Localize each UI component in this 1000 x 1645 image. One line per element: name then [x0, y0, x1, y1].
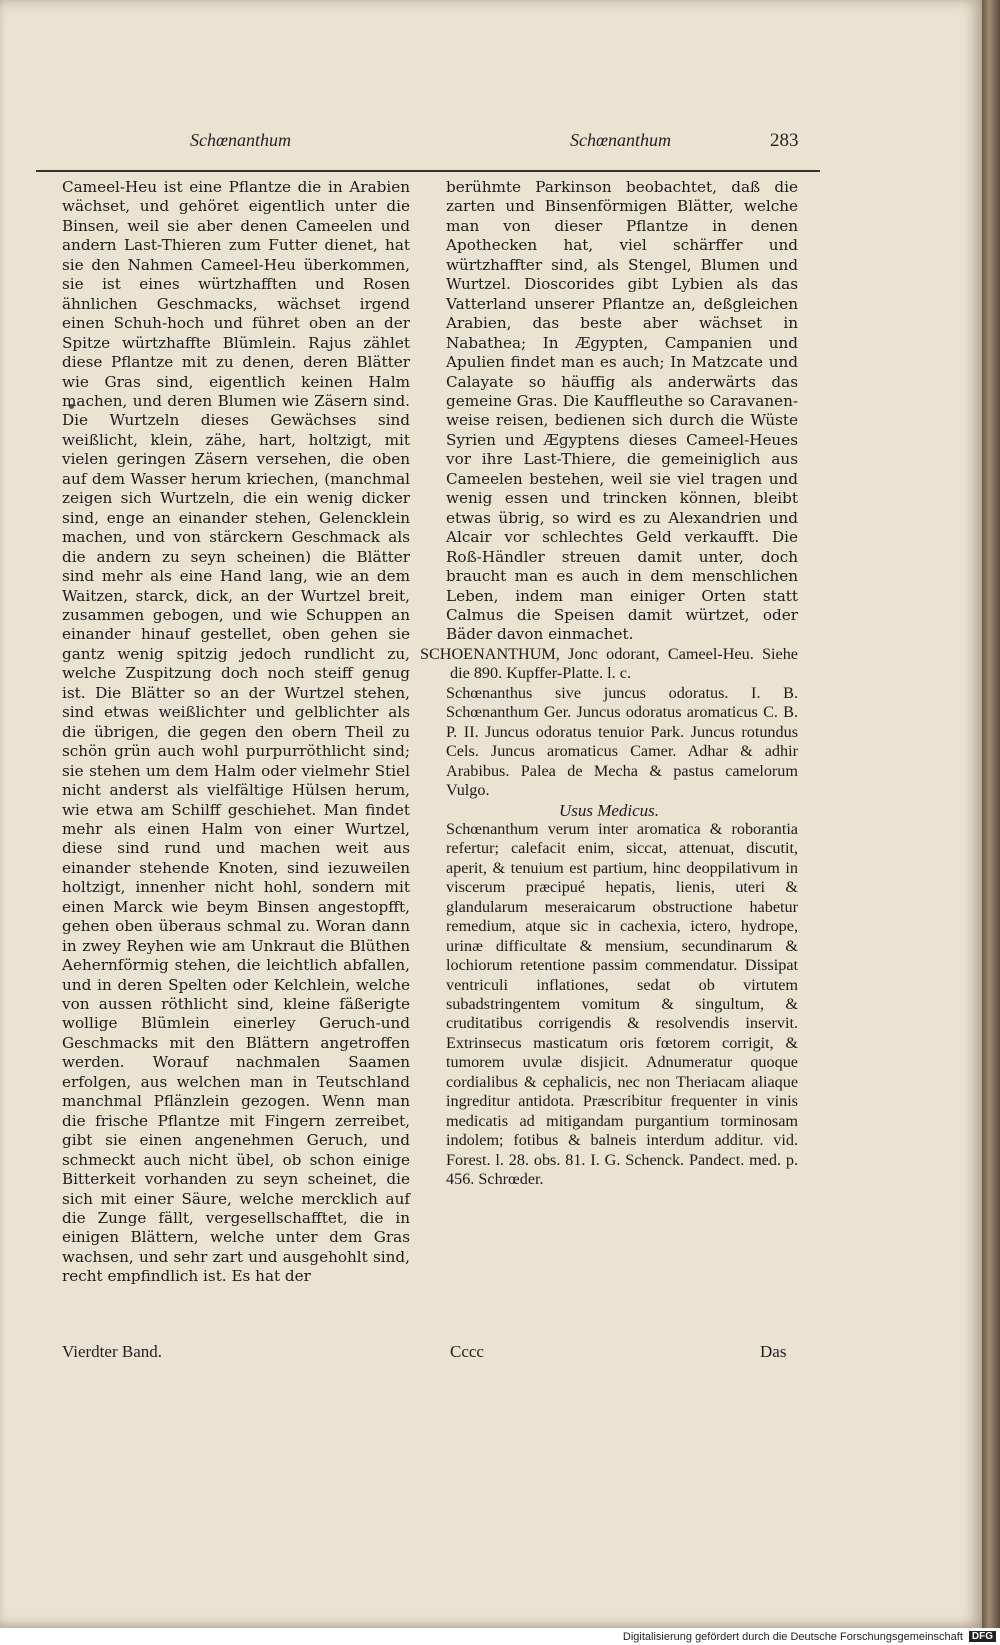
digitization-text: Digitalisierung gefördert durch die Deutsche Forschungsgemeinschaft: [622, 1630, 963, 1643]
dfg-logo: DFG: [969, 1631, 996, 1642]
usus-medicus-paragraph: Schœnanthum verum inter aromatica & roborantia refertur; calefacit enim, siccat, attenuat, discutit, aperit, & tenuium est partium, hinc deoppilativum in viscerum præcipué hepatis, lienis, uteri & glandularum meseraicarum obstructione habetur remedium, atque sic in cachexia, ictero, hydrope, urinæ difficultate & mensium, secundinarum & lochiorum retentione passim commendatur. Dissipat ventriculi inflationes, sedat ob virtutem subadstringentem vomitum & singultum, & cruditatibus corrigendis & resolvendis inservit. Extrinsecus masticatum oris fœtorem corrigit, & tumorem uvulæ disjicit. Adnumeratur quoque cordialibus & cephalicis, nec non Theriacam aliaque ingreditur antidota. Præscribitur frequenter in vinis medicatis ad mitigandam purgantium torminosam indolem; fotibus & balneis interdum additur. vid. Forest. l. 28. obs. 81. I. G. Schenck. Pandect. med. p. 456. Schrœder.: [446, 819, 798, 1189]
left-column: [62, 178, 410, 1287]
left-column-text: Cameel-Heu ist eine Pflantze die in Arabien wächset, und gehöret eigentlich unter die Binsen, weil sie aber denen Cameelen und andern Last-Thieren zum Futter dienet, hat sie den Nahmen Cameel-Heu überkommen, sie ist eines würtzhafften und Rosen ähnlichen Geschmacks, wächset irgend einen Schuh-hoch und führet oben an der Spitze würtzhaffte Blümlein. Rajus zählet diese Pflantze mit zu denen, deren Blätter wie Gras sind, eigentlich keinen Halm machen, und deren Blumen wie Zäsern sind. Die Wurtzeln dieses Gewächses sind weißlicht, klein, zähe, hart, holtzigt, mit vielen geringen Zäsern versehen, die oben auf dem Wasser herum kriechen, (manchmal zeigen sich Wurtzeln, die ein wenig dicker sind, enge an einander stehen, Gelencklein machen, und von stärckern Geschmack als die andern zu seyn scheinen) die Blätter sind mehr als eine Hand lang, wie an dem Waitzen, starck, dick, an der Wurtzel breit, zusammen gebogen, und wie Schuppen an einander hinauf gestellet, oben gehen sie gantz wenig spitzig jedoch rundlicht zu, welche Zuspitzung doch noch steiff genug ist. Die Blätter so an der Wurtzel stehen, sind etwas weißlichter und gelblichter als die übrigen, die gegen den obern Theil zu schön grün auch wohl purpurröthlicht sind; sie stehen um dem Halm oder vielmehr Stiel nicht anderst als vielfältige Hülsen herum, wie etwa am Schilff geschiehet. Man findet mehr als einen Halm von einer Wurtzel, diese sind rund und machen weit aus einander stehende Knoten, sind iezuweilen holtzigt, innenher nicht hohl, sondern mit einen Marck wie beym Binsen angestopfft, gehen oben überaus schmal zu. Woran dann in zwey Reyhen wie am Unkraut die Blüthen Aehernförmig stehen, die leichtlich abfallen, und in deren Spelten oder Kelchlein, welche von aussen röthlicht sind, kleine fäßerigte wollige Blümlein einerley Geruch-und Geschmacks mit den Blättern angetroffen werden. Worauf nachmalen Saamen erfolgen, aus welchen man in Teutschland manchmal Pflänzlein gezogen. Wenn man die frische Pflantze mit Fingern zerreibet, gibt sie einen angenehmen Geruch, und schmeckt auch nicht übel, ob schon einige Bitterkeit vorhanden zu seyn scheinet, die sich mit einer Säure, welche mercklich auf die Zunge fällt, vergesellschafftet, die in einigen Blättern, welche unter dem Gras wachsen, und sehr zart und ausgehohlt sind, recht empfindlich ist. Es hat der: [62, 178, 410, 1286]
right-column: [420, 178, 798, 1190]
right-column-paragraph: berühmte Parkinson beobachtet, daß die zarten und Binsenförmigen Blätter, welche man von dieser Pflantze in denen Apothecken hat, viel schärffer und würtzhaffter sind, als Stengel, Blumen und Wurtzel. Dioscorides gibt Lybien als das Vatterland unserer Pflantze an, deßgleichen Arabien, das beste aber wächset in Nabathea; In Ægypten, Campanien und Apulien findet man es auch; In Matzcate und Calayate so häuffig als anderwärts das gemeine Gras. Die Kauffleuthe so Caravanen-weise reisen, bedienen sich durch die Wüste Syrien und Ægyptens dieses Cameel-Heues vor ihre Last-Thiere, die gemeiniglich aus Cameelen bestehen, weil sie viel tragen und wenig essen und trincken können, bleibt etwas übrig, so wird es zu Alexandrien und Alcair vor schlechtes Geld verkaufft. Die Roß-Händler streuen damit unter, doch braucht man es auch in dem menschlichen Leben, indem man einiger Orten statt Calmus die Speisen damit würtzet, oder Bäder davon einmachet.: [446, 178, 798, 644]
book-spine: [982, 0, 1000, 1628]
page-number: 283: [770, 130, 799, 151]
header-rule: [36, 170, 820, 172]
running-head-left: Schœnanthum: [190, 130, 291, 150]
digitization-bar: [0, 1628, 1000, 1645]
signature-mark: Cccc: [450, 1342, 484, 1361]
section-heading: Usus Medicus.: [558, 800, 660, 820]
entry-headword: SCHOENANTHUM, Jonc odorant, Cameel-Heu. Siehe die 890. Kupffer-Platte. l. c.: [420, 644, 798, 683]
running-head-right: Schœnanthum: [570, 130, 671, 150]
catchword: Das: [760, 1342, 787, 1361]
volume-label: Vierdter Band.: [62, 1342, 162, 1361]
synonyms-paragraph: Schœnanthus sive juncus odoratus. I. B. Schœnanthum Ger. Juncus odoratus aromaticus C. B. P. II. Juncus odoratus tenuior Park. Juncus rotundus Cels. Juncus aromaticus Camer. Adhar & adhir Arabibus. Palea de Mecha & pastus camelorum Vulgo.: [446, 683, 798, 800]
